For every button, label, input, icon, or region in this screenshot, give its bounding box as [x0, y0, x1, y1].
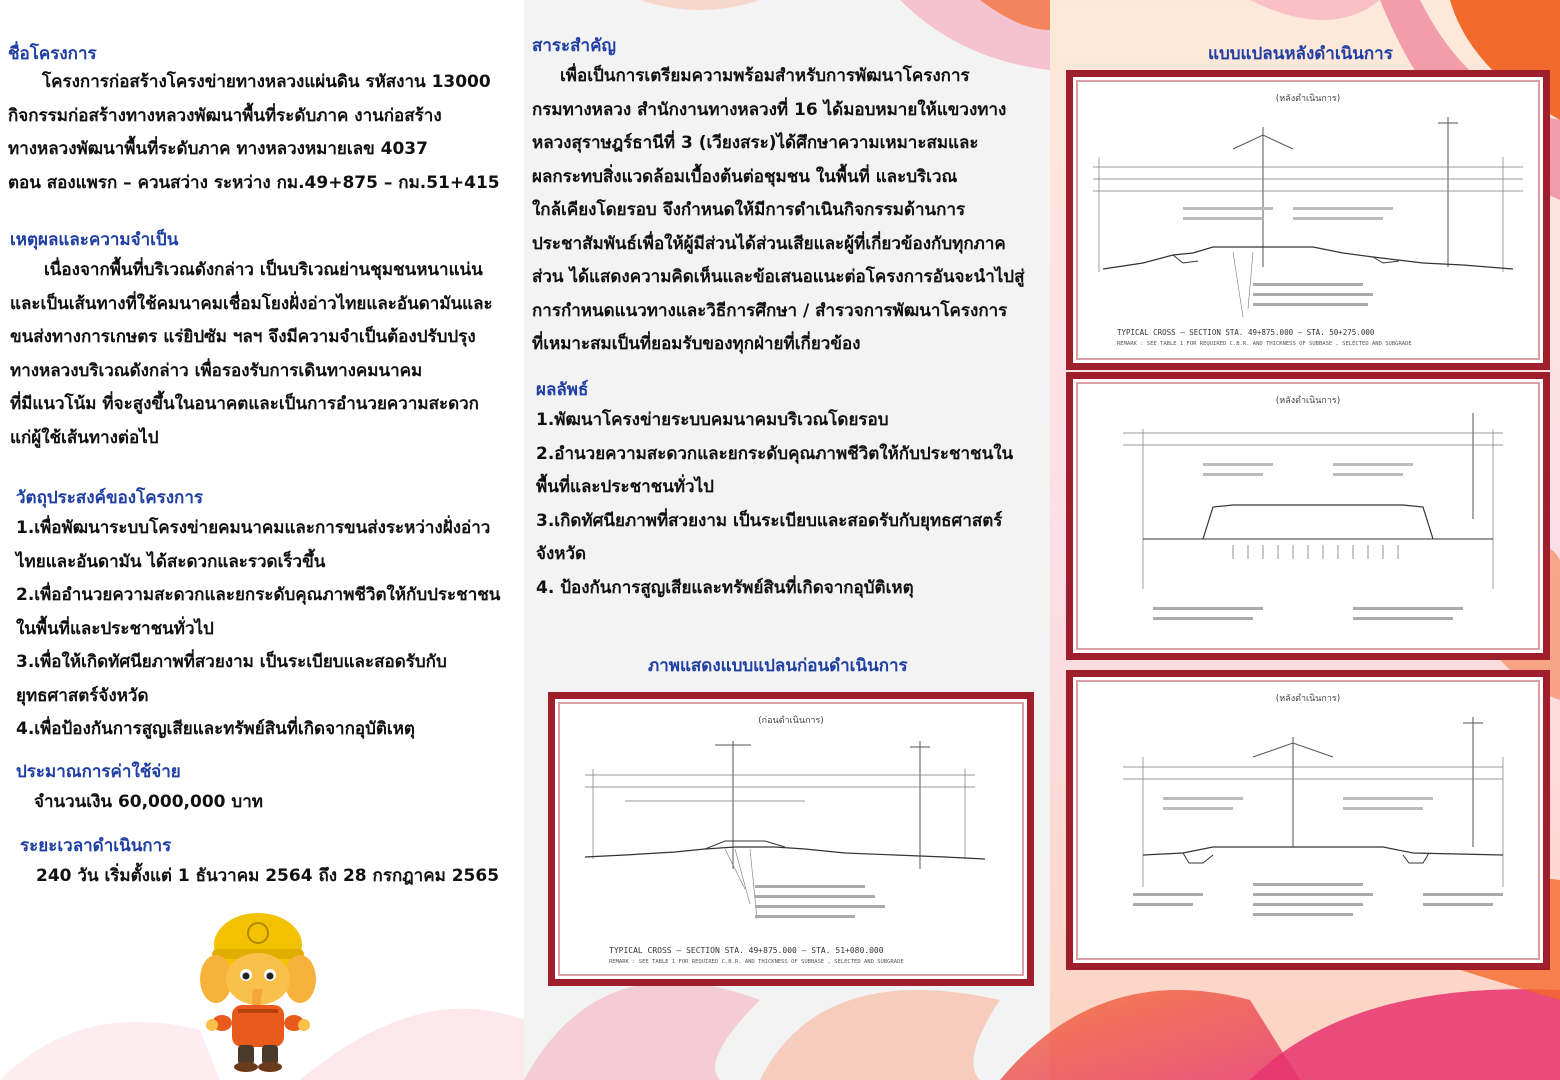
text-line: การกำหนดแนวทางและวิธีการศึกษา / สำรวจการพัฒนาโครงการ	[532, 300, 1008, 321]
text-line: ที่เหมาะสมเป็นที่ยอมรับของทุกฝ่ายที่เกี่ยวข้อง	[532, 334, 861, 354]
results-text	[536, 404, 1046, 605]
text-line: 4.เพื่อป้องกันการสูญเสียและทรัพย์สินที่เกิดจากอุบัติเหตุ	[16, 719, 415, 739]
after-plan-heading: แบบแปลนหลังดำเนินการ	[1208, 44, 1393, 64]
text-line: ส่วน ได้แสดงความคิดเห็นและข้อเสนอแนะต่อโครงการอันจะนำไปสู่	[532, 267, 1025, 287]
drawing-caption: TYPICAL CROSS – SECTION STA. 49+875.000 – STA. 51+080.000	[609, 946, 884, 955]
duration-text: 240 วัน เริ่มตั้งแต่ 1 ธันวาคม 2564 ถึง 28 กรกฎาคม 2565	[36, 866, 500, 886]
project-name-text	[8, 66, 518, 200]
text-line: ขนส่งทางการเกษตร แร่ยิปซัม ฯลฯ จึงมีความจำเป็นต้องปรับปรุง	[10, 327, 476, 347]
budget-text: จำนวนเงิน 60,000,000 บาท	[34, 792, 263, 812]
text-line: และเป็นเส้นทางที่ใช้คมนาคมเชื่อมโยงฝั่งอ่าวไทยและอันดามันและ	[10, 293, 493, 314]
text-line: พื้นที่และประชาชนทั่วไป	[536, 477, 714, 497]
road-cross-section-drawing	[1083, 687, 1533, 953]
before-plan-heading: ภาพแสดงแบบแปลนก่อนดำเนินการ	[648, 656, 908, 676]
drawing-header: (หลังดำเนินการ)	[1275, 396, 1341, 406]
text-line: 3.เกิดทัศนียภาพที่สวยงาม เป็นระเบียบและสอดรับกับยุทธศาสตร์	[536, 510, 1003, 531]
text-line: ในพื้นที่และประชาชนทั่วไป	[16, 618, 214, 639]
text-line: ผลกระทบสิ่งแวดล้อมเบื้องต้นต่อชุมชน ในพื้นที่ และบริเวณ	[532, 166, 958, 187]
results-heading: ผลลัพธ์	[536, 380, 589, 400]
project-name-heading: ชื่อโครงการ	[8, 44, 97, 64]
rationale-heading: เหตุผลและความจำเป็น	[10, 230, 179, 250]
text-line: แก่ผู้ใช้เส้นทางต่อไป	[10, 427, 159, 448]
text-line: เพื่อเป็นการเตรียมความพร้อมสำหรับการพัฒนาโครงการ	[560, 66, 970, 86]
objectives-heading: วัตถุประสงค์ของโครงการ	[16, 488, 204, 508]
text-line: ทางหลวงบริเวณดังกล่าว เพื่อรองรับการเดินทางคมนาคม	[10, 360, 423, 381]
text-line: โครงการก่อสร้างโครงข่ายทางหลวงแผ่นดิน รหัสงาน 13000	[42, 72, 491, 92]
before-plan-drawing-frame	[548, 692, 1034, 986]
text-line: ตอน สองแพรก – ควนสว่าง ระหว่าง กม.49+875 – กม.51+415	[8, 172, 500, 193]
text-line: 3.เพื่อให้เกิดทัศนียภาพที่สวยงาม เป็นระเบียบและสอดรับกับ	[16, 652, 447, 672]
text-line: หลวงสุราษฎร์ธานีที่ 3 (เวียงสระ)ได้ศึกษาความเหมาะสมและ	[532, 133, 979, 153]
elephant-mascot-icon	[198, 905, 318, 1075]
panel-right	[1050, 0, 1560, 1080]
text-line: 2.เพื่ออำนวยความสะดวกและยกระดับคุณภาพชีวิตให้กับประชาชน	[16, 585, 501, 605]
text-line: ใกล้เคียงโดยรอบ จึงกำหนดให้มีการดำเนินกิจกรรมด้านการ	[532, 200, 966, 220]
text-line: 2.อำนวยความสะดวกและยกระดับคุณภาพชีวิตให้กับประชาชนใน	[536, 443, 1014, 464]
text-line: 4. ป้องกันการสูญเสียและทรัพย์สินที่เกิดจากอุบัติเหตุ	[536, 577, 914, 598]
panel-middle	[524, 0, 1050, 1080]
budget-heading: ประมาณการค่าใช้จ่าย	[16, 762, 181, 782]
text-line: ประชาสัมพันธ์เพื่อให้ผู้มีส่วนได้ส่วนเสียและผู้ที่เกี่ยวข้องกับทุกภาค	[532, 233, 1006, 254]
drawing-header: (หลังดำเนินการ)	[1275, 694, 1341, 704]
text-line: กิจกรรมก่อสร้างทางหลวงพัฒนาพื้นที่ระดับภาค งานก่อสร้าง	[8, 105, 442, 126]
text-line: จังหวัด	[536, 544, 587, 564]
text-line: ทางหลวงพัฒนาพื้นที่ระดับภาค ทางหลวงหมายเลข 4037	[8, 139, 428, 159]
objectives-text	[16, 512, 521, 747]
drawing-caption: TYPICAL CROSS – SECTION STA. 49+875.000 – STA. 50+275.000	[1117, 328, 1375, 337]
after-plan-drawing-2-frame	[1066, 372, 1550, 660]
drawing-header: (หลังดำเนินการ)	[1275, 94, 1341, 104]
text-line: 1.พัฒนาโครงข่ายระบบคมนาคมบริเวณโดยรอบ	[536, 410, 889, 430]
panel-left	[0, 0, 524, 1080]
text-line: เนื่องจากพื้นที่บริเวณดังกล่าว เป็นบริเวณย่านชุมชนหนาแน่น	[44, 260, 483, 280]
rationale-text	[10, 254, 518, 455]
duration-heading: ระยะเวลาดำเนินการ	[20, 836, 172, 856]
after-plan-drawing-1-frame	[1066, 70, 1550, 370]
after-plan-drawing-3-frame	[1066, 670, 1550, 970]
road-cross-section-drawing	[1083, 87, 1533, 353]
text-line: ยุทธศาสตร์จังหวัด	[16, 685, 149, 706]
text-line: กรมทางหลวง สำนักงานทางหลวงที่ 16 ได้มอบหมายให้แขวงทาง	[532, 99, 1007, 120]
text-line: ไทยและอันดามัน ได้สะดวกและรวดเร็วขึ้น	[16, 551, 326, 572]
summary-text	[532, 60, 1044, 362]
summary-heading: สาระสำคัญ	[532, 36, 616, 56]
drawing-remark: REMARK : SEE TABLE 1 FOR REQUIRED C.B.R. AND THICKNESS OF SUBBASE , SELECTED AND SUBGRADE	[1117, 341, 1412, 347]
drawing-remark: REMARK : SEE TABLE 1 FOR REQUIRED C.B.R. AND THICKNESS OF SUBBASE , SELECTED AND SUBGRADE	[609, 959, 904, 965]
road-cross-section-drawing	[565, 709, 1017, 969]
road-cross-section-drawing	[1083, 389, 1533, 643]
drawing-header: (ก่อนดำเนินการ)	[758, 716, 824, 726]
text-line: 1.เพื่อพัฒนาระบบโครงข่ายคมนาคมและการขนส่งระหว่างฝั่งอ่าว	[16, 518, 491, 538]
text-line: ที่มีแนวโน้ม ที่จะสูงขึ้นในอนาคตและเป็นการอำนวยความสะดวก	[10, 394, 479, 414]
